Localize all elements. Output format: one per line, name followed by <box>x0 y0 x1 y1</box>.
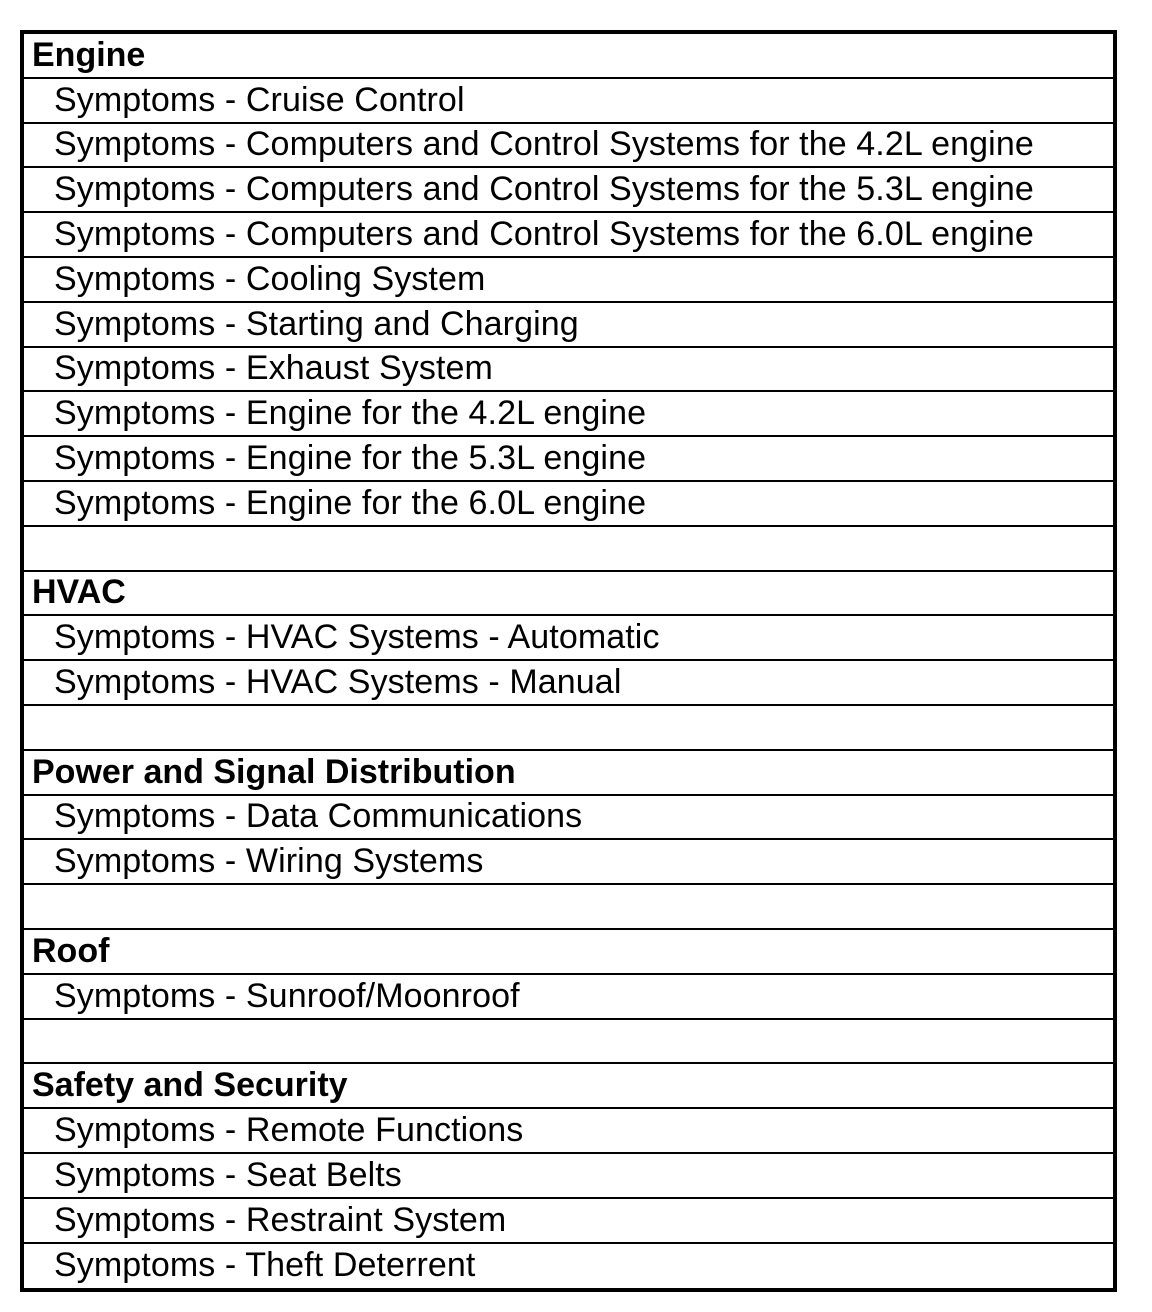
spacer-row <box>24 1020 1113 1065</box>
symptom-row[interactable]: Symptoms - Data Communications <box>24 796 1113 841</box>
spacer-row <box>24 706 1113 751</box>
section-header-engine: Engine <box>24 34 1113 79</box>
symptom-row[interactable]: Symptoms - Theft Deterrent <box>54 1246 476 1285</box>
symptom-row[interactable]: Symptoms - Restraint System <box>24 1199 1113 1244</box>
symptom-row[interactable]: Symptoms - Sunroof/Moonroof <box>24 975 1113 1020</box>
symptom-row[interactable]: Symptoms - Wiring Systems <box>24 840 1113 885</box>
symptom-row[interactable]: Symptoms - HVAC Systems - Manual <box>24 661 1113 706</box>
symptom-table <box>20 30 1117 1292</box>
symptom-row[interactable]: Symptoms - Engine for the 4.2L engine <box>24 392 1113 437</box>
section-header-safety-security: Safety and Security <box>24 1064 1113 1109</box>
symptom-row[interactable]: Symptoms - Cooling System <box>24 258 1113 303</box>
symptom-row[interactable]: Symptoms - HVAC Systems - Automatic <box>24 616 1113 661</box>
spacer-row <box>24 527 1113 572</box>
symptom-row[interactable]: Symptoms - Engine for the 6.0L engine <box>24 482 1113 527</box>
section-header-roof: Roof <box>24 930 1113 975</box>
symptom-row[interactable]: Symptoms - Exhaust System <box>24 348 1113 393</box>
symptom-row[interactable]: Symptoms - Computers and Control Systems for the 5.3L engine <box>24 168 1113 213</box>
section-header-power-signal: Power and Signal Distribution <box>24 751 1113 796</box>
section-header-hvac: HVAC <box>24 572 1113 617</box>
symptom-row[interactable]: Symptoms - Cruise Control <box>24 79 1113 124</box>
symptom-row[interactable]: Symptoms - Computers and Control Systems for the 6.0L engine <box>24 213 1113 258</box>
symptom-row[interactable]: Symptoms - Computers and Control Systems for the 4.2L engine <box>24 124 1113 169</box>
symptom-row[interactable]: Symptoms - Starting and Charging <box>24 303 1113 348</box>
symptom-row[interactable]: Symptoms - Remote Functions <box>24 1109 1113 1154</box>
spacer-row <box>24 885 1113 930</box>
symptom-row[interactable]: Symptoms - Engine for the 5.3L engine <box>24 437 1113 482</box>
symptom-row[interactable]: Symptoms - Seat Belts <box>24 1154 1113 1199</box>
